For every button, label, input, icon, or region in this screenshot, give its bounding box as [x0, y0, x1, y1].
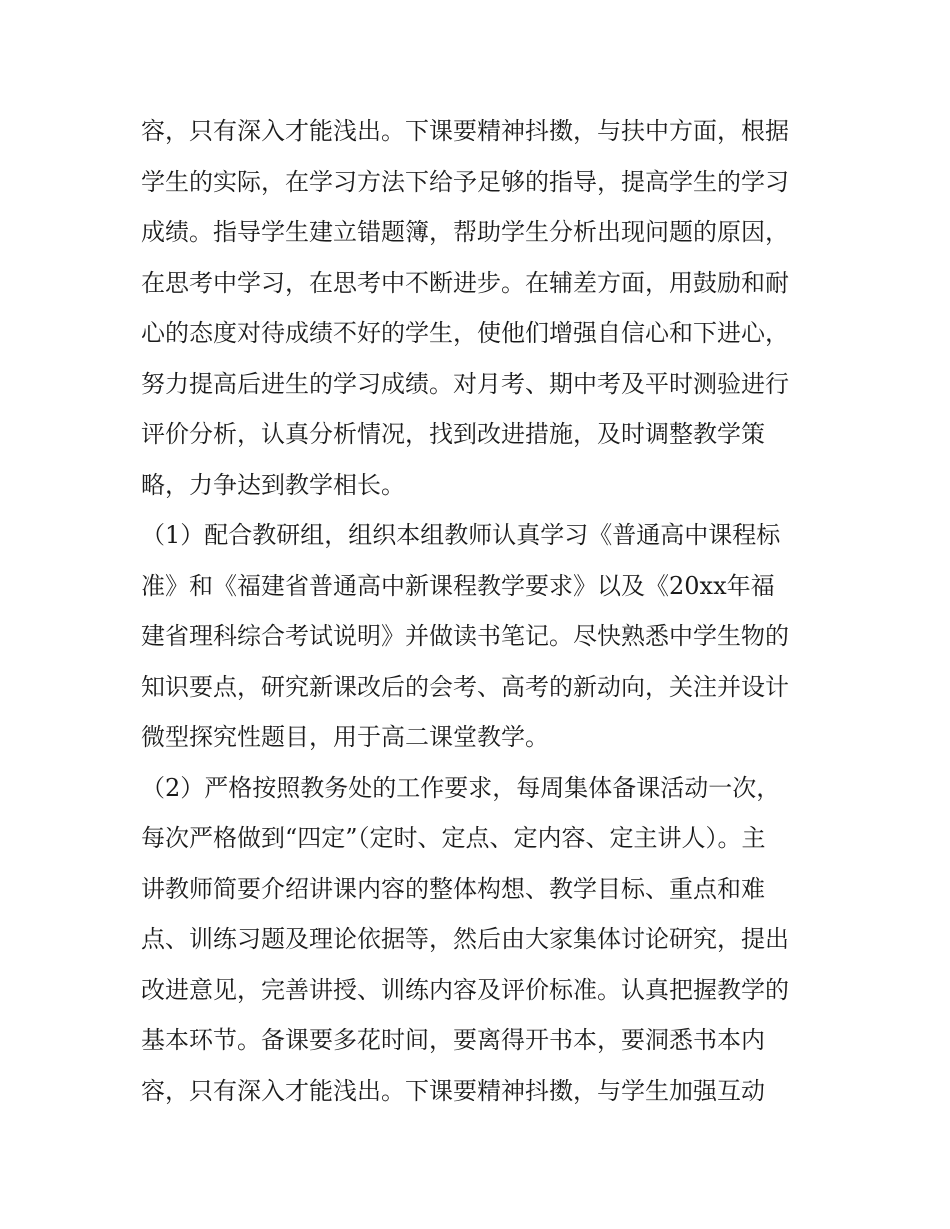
text-line: 改进意见，完善讲授、训练内容及评价标准。认真把握教学的: [141, 975, 789, 1004]
text-line: 心的态度对待成绩不好的学生，使他们增强自信心和下进心，: [141, 319, 789, 347]
text-line: 基本环节。备课要多花时间，要离得开书本，要洞悉书本内: [141, 1026, 765, 1054]
text-line: 知识要点，研究新课改后的会考、高考的新动向，关注并设计: [141, 672, 789, 701]
text-line: 微型探究性题目，用于高二课堂教学。: [141, 723, 549, 751]
text-line: 建省理科综合考试说明》并做读书笔记。尽快熟悉中学生物的: [141, 622, 789, 650]
text-line: 在思考中学习，在思考中不断进步。在辅差方面，用鼓励和耐: [141, 268, 789, 297]
text-line: 学生的实际，在学习方法下给予足够的指导，提高学生的学习: [141, 167, 789, 196]
text-line: 讲教师简要介绍讲课内容的整体构想、教学目标、重点和难: [141, 874, 765, 903]
text-line: 容，只有深入才能浅出。下课要精神抖擞，与扶中方面，根据: [141, 117, 789, 145]
text-line: 努力提高后进生的学习成绩。对月考、期中考及平时测验进行: [141, 369, 789, 398]
text-line: （2）严格按照教务处的工作要求，每周集体备课活动一次，: [141, 773, 781, 802]
text-line: 成绩。指导学生建立错题簿，帮助学生分析出现问题的原因，: [141, 218, 789, 246]
document-body: [141, 106, 821, 1116]
text-line: 点、训练习题及理论依据等，然后由大家集体讨论研究，提出: [141, 925, 789, 953]
text-line: （1）配合教研组，组织本组教师认真学习《普通高中课程标: [141, 521, 781, 549]
text-line: 准》和《福建省普通高中新课程教学要求》以及《20xx年福: [141, 571, 775, 600]
text-line: 容，只有深入才能浅出。下课要精神抖擞，与学生加强互动: [141, 1076, 765, 1105]
text-line: 每次严格做到“四定”（定时、定点、定内容、定主讲人）。主: [141, 824, 766, 852]
text-line: 略，力争达到教学相长。: [141, 470, 405, 499]
text-line: 评价分析，认真分析情况，找到改进措施，及时调整教学策: [141, 420, 765, 448]
